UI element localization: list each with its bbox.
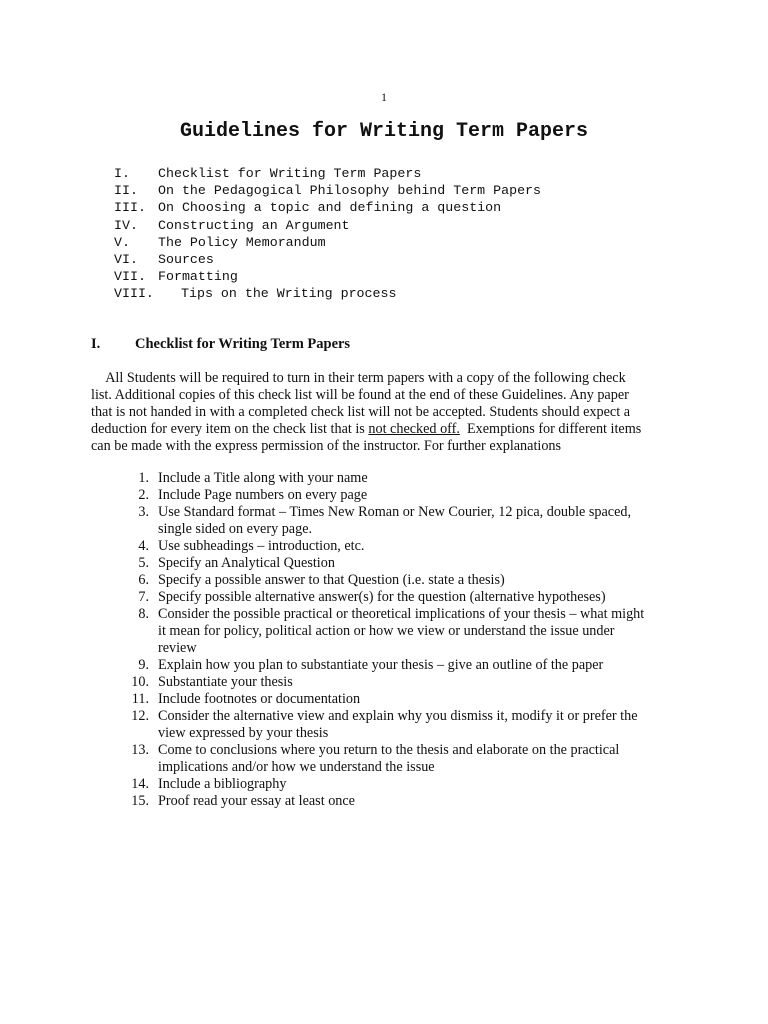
checklist-item-number: 15. <box>131 793 149 809</box>
toc-item-number: II. <box>114 183 138 199</box>
checklist-item-number: 5. <box>138 555 149 571</box>
checklist-item-number: 14. <box>131 776 149 792</box>
intro-line <box>91 370 681 387</box>
toc-item-label: On Choosing a topic and defining a question <box>158 200 502 216</box>
toc-item <box>114 217 541 234</box>
intro-line: list. Additional copies of this check list will be found at the end of these Guidelines. Any paper <box>91 387 629 403</box>
checklist-item-text <box>158 487 688 504</box>
toc-item-label: Tips on the Writing process <box>181 286 397 302</box>
checklist-item-line: Include Page numbers on every page <box>158 487 368 503</box>
checklist-item-line: Explain how you plan to substantiate your thesis – give an outline of the paper <box>158 657 604 673</box>
checklist-item-line: it mean for policy, political action or how we view or understand the issue under <box>158 623 615 639</box>
checklist-item-text <box>158 589 688 606</box>
toc-item <box>114 182 541 199</box>
toc-item <box>114 199 541 216</box>
toc-item-number: I. <box>114 166 130 181</box>
checklist-item-line: Consider the possible practical or theoretical implications of your thesis – what might <box>158 606 645 622</box>
checklist-item-line: Include a bibliography <box>158 776 287 792</box>
intro-line: can be made with the express permission of the instructor. For further explanations <box>91 438 562 454</box>
checklist-item-text <box>158 470 688 487</box>
checklist-item <box>91 538 688 555</box>
table-of-contents <box>114 165 541 303</box>
checklist-item-line: Include a Title along with your name <box>158 470 368 486</box>
checklist-item-text <box>158 606 688 657</box>
checklist-item-number: 7. <box>138 589 149 605</box>
document-title: Guidelines for Writing Term Papers <box>179 120 589 143</box>
checklist-item-line: Use subheadings – introduction, etc. <box>158 538 365 554</box>
checklist-item-line: Include footnotes or documentation <box>158 691 361 707</box>
toc-item-number: III. <box>114 200 146 216</box>
toc-item-label: Sources <box>158 251 214 267</box>
checklist-item <box>91 606 688 657</box>
checklist-item <box>91 487 688 504</box>
checklist-item-line: Come to conclusions where you return to the thesis and elaborate on the practical <box>158 742 620 758</box>
checklist-item-number: 11. <box>131 691 149 707</box>
intro-text: Exemptions for different items <box>459 421 642 437</box>
checklist-item-number: 6. <box>138 572 149 588</box>
toc-item-label: Constructing an Argument <box>158 217 350 233</box>
checklist-item-line: Use Standard format – Times New Roman or New Courier, 12 pica, double spaced, <box>158 504 632 520</box>
checklist-item-number: 1. <box>138 470 149 486</box>
checklist-item-text <box>158 657 688 674</box>
checklist-item-text <box>158 504 688 538</box>
checklist-item-text <box>158 742 688 776</box>
checklist-item <box>91 742 688 776</box>
checklist-item-line: Specify possible alternative answer(s) for the question (alternative hypotheses) <box>158 589 606 605</box>
checklist-item-number: 3. <box>138 504 149 520</box>
checklist-item-text <box>158 555 688 572</box>
checklist-item-number: 8. <box>138 606 149 622</box>
toc-item <box>114 285 541 302</box>
checklist-item-text <box>158 776 688 793</box>
checklist-item-number: 9. <box>138 657 149 673</box>
intro-line <box>91 421 681 438</box>
toc-item-label: The Policy Memorandum <box>158 234 326 250</box>
toc-item <box>114 251 541 268</box>
checklist-item <box>91 572 688 589</box>
checklist-item <box>91 708 688 742</box>
checklist-item-line: view expressed by your thesis <box>158 725 329 741</box>
checklist-item-text <box>158 674 688 691</box>
checklist-item-number: 10. <box>131 674 149 690</box>
section-heading <box>91 336 350 353</box>
toc-item-number: VIII. <box>114 286 154 302</box>
toc-item-label: Checklist for Writing Term Papers <box>158 166 422 181</box>
checklist-item <box>91 691 688 708</box>
checklist-item-line: Substantiate your thesis <box>158 674 293 690</box>
toc-item-label: Formatting <box>158 269 238 285</box>
checklist-item <box>91 470 688 487</box>
checklist-item <box>91 674 688 691</box>
checklist-item <box>91 793 688 810</box>
checklist-item <box>91 504 688 538</box>
section-number: I. <box>91 336 101 352</box>
page-number: 1 <box>381 90 387 104</box>
checklist-item-text <box>158 572 688 589</box>
toc-item-number: V. <box>114 234 130 250</box>
checklist-item-number: 12. <box>131 708 149 724</box>
underlined-text: not checked off. <box>368 421 460 437</box>
checklist-item-line: Specify a possible answer to that Question (i.e. state a thesis) <box>158 572 505 588</box>
checklist-item-number: 13. <box>131 742 149 758</box>
checklist-item-line: Consider the alternative view and explain why you dismiss it, modify it or prefer the <box>158 708 638 724</box>
toc-item-label: On the Pedagogical Philosophy behind Term Papers <box>158 183 542 199</box>
checklist-item-line: Specify an Analytical Question <box>158 555 335 571</box>
toc-item-number: IV. <box>114 217 138 233</box>
checklist-item-text <box>158 793 688 810</box>
intro-text: deduction for every item on the check list that is <box>91 421 369 437</box>
checklist-item-number: 4. <box>138 538 149 554</box>
intro-line: that is not handed in with a completed check list will not be accepted. Students should expect a <box>91 404 630 420</box>
checklist-item-line: review <box>158 640 197 656</box>
checklist-item-number: 2. <box>138 487 149 503</box>
intro-text: All Students will be required to turn in their term papers with a copy of the following check <box>105 370 626 386</box>
checklist-item <box>91 555 688 572</box>
section-title: Checklist for Writing Term Papers <box>135 336 351 352</box>
checklist-item <box>91 589 688 606</box>
checklist-item-text <box>158 538 688 555</box>
toc-item <box>114 165 541 182</box>
toc-item-number: VI. <box>114 251 138 267</box>
checklist-item-line: Proof read your essay at least once <box>158 793 355 809</box>
checklist <box>91 470 688 810</box>
toc-item <box>114 268 541 285</box>
toc-item-number: VII. <box>114 269 146 285</box>
checklist-item <box>91 776 688 793</box>
checklist-item-line: single sided on every page. <box>158 521 313 537</box>
checklist-item-text <box>158 691 688 708</box>
intro-paragraph <box>91 370 681 455</box>
checklist-item-line: implications and/or how we understand the issue <box>158 759 435 775</box>
checklist-item-text <box>158 708 688 742</box>
toc-item <box>114 234 541 251</box>
checklist-item <box>91 657 688 674</box>
